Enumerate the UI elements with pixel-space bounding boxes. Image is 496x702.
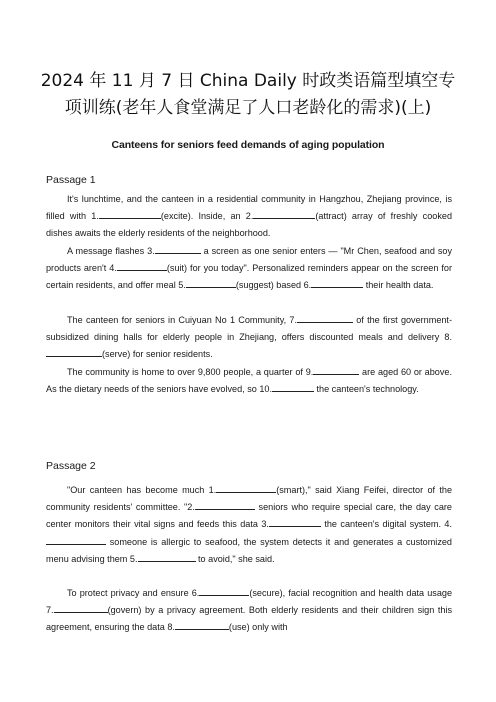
blank-8[interactable] <box>175 619 229 630</box>
text: "Our canteen has become much 1. <box>67 485 217 495</box>
blank-5[interactable] <box>138 551 196 562</box>
blank-1[interactable] <box>99 208 161 219</box>
text: (suggest) based 6. <box>235 280 312 291</box>
passage-2-paragraph-2 <box>46 585 452 637</box>
blank-6[interactable] <box>311 277 363 288</box>
blank-2[interactable] <box>195 499 255 510</box>
passage-1-paragraph-1 <box>46 191 452 243</box>
page-title <box>30 68 466 122</box>
title-line-2: 项训练(老年人食堂满足了人口老龄化的需求)(上) <box>64 98 432 118</box>
text: (suit) for you today". Personalized reminders appear on the screen for certain residents, and offer meal 5. <box>46 263 453 291</box>
text: (excite). Inside, an 2. <box>160 211 254 222</box>
blank-3[interactable] <box>155 243 201 254</box>
text: The community is home to over 9,800 people, a quarter of 9. <box>67 367 314 377</box>
passage-1-label: Passage 1 <box>46 174 96 186</box>
blank-1[interactable] <box>216 482 276 493</box>
passage-2-paragraph-1 <box>46 482 452 568</box>
article-subtitle: Canteens for seniors feed demands of aging population <box>111 139 385 151</box>
text: (attract) array of freshly cooked dishes awaits the elderly residents of the neighborhood. <box>46 211 452 239</box>
text: It's lunchtime, and the canteen in a residential community in Hangzhou, Zhejiang province, is filled with 1. <box>46 194 452 222</box>
passage-1-paragraph-3 <box>46 312 452 364</box>
passage-1-paragraph-4 <box>46 364 452 398</box>
text: (serve) for senior residents. <box>102 349 213 360</box>
blank-2[interactable] <box>253 208 315 219</box>
blank-4[interactable] <box>117 260 167 271</box>
blank-7[interactable] <box>54 602 108 613</box>
text: (secure), facial recognition and health data usage 7. <box>46 588 453 616</box>
text: (use) only with <box>228 622 288 633</box>
text: To protect privacy and ensure 6. <box>67 588 200 598</box>
text: seniors who require special care, the day care center monitors their vital signs and feeds this data 3. <box>46 502 452 530</box>
blank-10[interactable] <box>272 381 314 392</box>
text: a screen as one senior enters — "Mr Chen, seafood and soy products aren't 4. <box>46 246 452 274</box>
blank-3[interactable] <box>269 516 321 527</box>
text: The canteen for seniors in Cuiyuan No 1 Community, 7. <box>67 315 297 325</box>
blank-7[interactable] <box>297 312 353 323</box>
text: (govern) by a privacy agreement. Both elderly residents and their children sign this agreement, ensuring the data 8. <box>46 605 452 633</box>
text: to avoid," she said. <box>195 553 275 564</box>
blank-5[interactable] <box>186 277 236 288</box>
text: someone is allergic to seafood, the system detects it and generates a customized menu advising them 5. <box>46 536 452 564</box>
blank-9[interactable] <box>313 364 359 375</box>
text: A message flashes 3. <box>67 246 155 256</box>
blank-4[interactable] <box>46 534 106 545</box>
text: their health data. <box>363 280 434 291</box>
text: (smart)," said Xiang Feifei, director of the community residents' committee. "2. <box>46 485 452 513</box>
blank-6[interactable] <box>199 585 249 596</box>
text: of the first government-subsidized dining halls for elderly people in Zhejiang, offers discounted meals and delivery 8. <box>46 315 452 343</box>
title-line-1: 2024 年 11 月 7 日 China Daily 时政类语篇型填空专 <box>40 71 456 91</box>
text: are aged 60 or above. As the dietary needs of the seniors have evolved, so 10. <box>46 367 452 395</box>
text: the canteen's digital system. 4. <box>320 519 453 530</box>
text: the canteen's technology. <box>313 384 419 395</box>
blank-8[interactable] <box>46 346 102 357</box>
passage-2-label: Passage 2 <box>46 460 96 472</box>
passage-1-paragraph-2 <box>46 243 452 295</box>
